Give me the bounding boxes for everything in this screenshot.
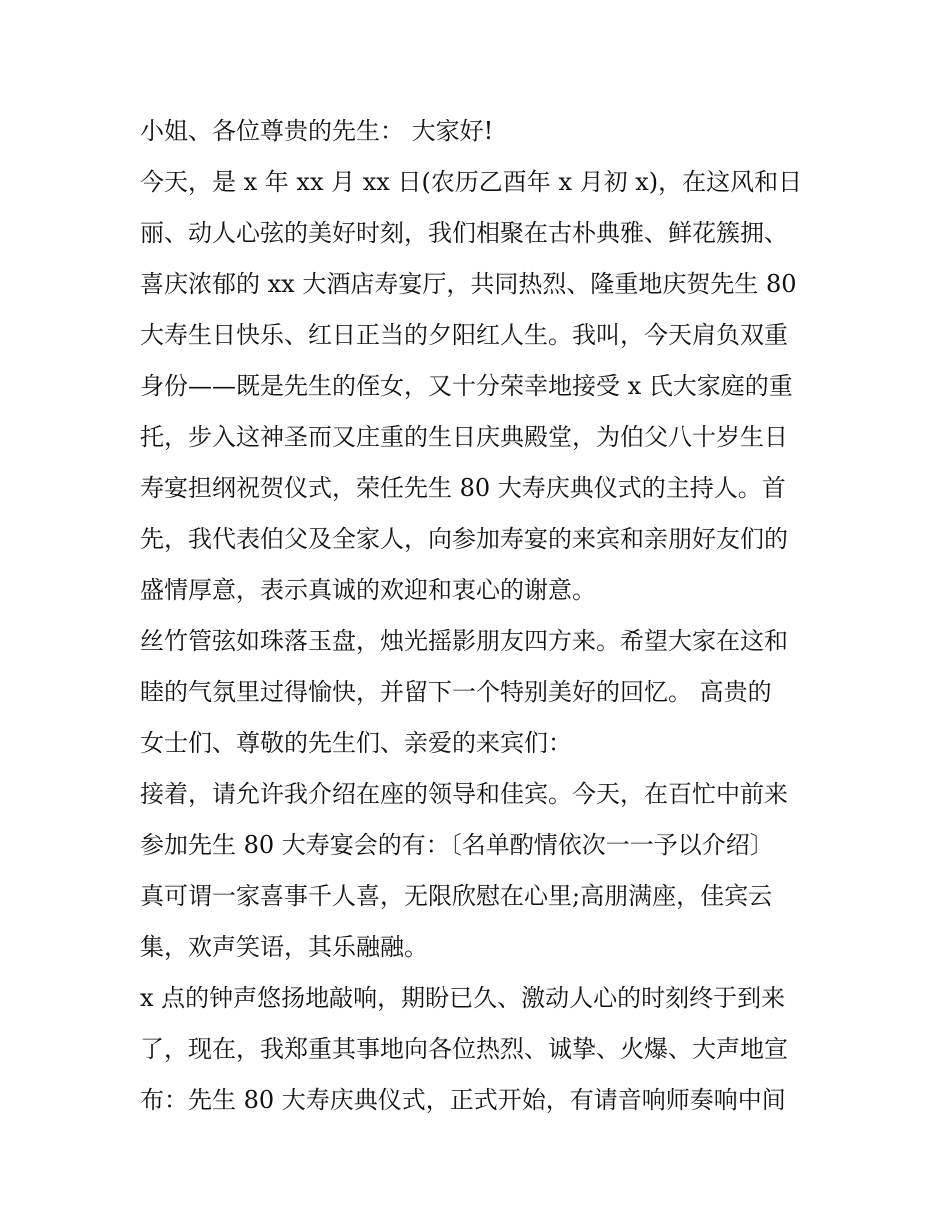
text-line: 参加先生 80 大寿宴会的有：〔名单酌情依次一一予以介绍〕: [140, 831, 774, 859]
text-line: 喜庆浓郁的 xx 大酒店寿宴厅，共同热烈、隆重地庆贺先生 80: [140, 270, 797, 298]
text-line: 睦的气氛里过得愉快，并留下一个特别美好的回忆。 高贵的: [140, 678, 772, 706]
text-line: 接着，请允许我介绍在座的领导和佳宾。今天，在百忙中前来: [140, 780, 788, 808]
text-line: 布：先生 80 大寿庆典仪式，正式开始，有请音响师奏响中间: [140, 1086, 786, 1114]
text-line: 丝竹管弦如珠落玉盘，烛光摇影朋友四方来。希望大家在这和: [140, 627, 788, 655]
text-line: 女士们、尊敬的先生们、亲爱的来宾们：: [140, 729, 572, 757]
text-line: 了，现在，我郑重其事地向各位热烈、诚挚、火爆、大声地宣: [140, 1035, 788, 1063]
text-line: 先，我代表伯父及全家人，向参加寿宴的来宾和亲朋好友们的: [140, 525, 788, 553]
text-line: 盛情厚意，表示真诚的欢迎和衷心的谢意。: [140, 576, 596, 604]
text-line: 身份——既是先生的侄女，又十分荣幸地接受 x 氏大家庭的重: [140, 372, 793, 400]
text-line: 小姐、各位尊贵的先生： 大家好!: [140, 117, 494, 145]
text-line: 集，欢声笑语，其乐融融。: [140, 933, 428, 961]
text-line: 今天，是 x 年 xx 月 xx 日(农历乙酉年 x 月初 x)，在这风和日: [140, 168, 803, 196]
text-line: 丽、动人心弦的美好时刻，我们相聚在古朴典雅、鲜花簇拥、: [140, 219, 788, 247]
text-line: 寿宴担纲祝贺仪式，荣任先生 80 大寿庆典仪式的主持人。首: [140, 474, 786, 502]
text-line: 大寿生日快乐、红日正当的夕阳红人生。我叫，今天肩负双重: [140, 321, 788, 349]
document-body: [140, 106, 820, 1126]
text-line: x 点的钟声悠扬地敲响，期盼已久、激动人心的时刻终于到来: [140, 984, 786, 1012]
text-line: 真可谓一家喜事千人喜，无限欣慰在心里;高朋满座，佳宾云: [140, 882, 773, 910]
text-line: 托，步入这神圣而又庄重的生日庆典殿堂，为伯父八十岁生日: [140, 423, 788, 451]
